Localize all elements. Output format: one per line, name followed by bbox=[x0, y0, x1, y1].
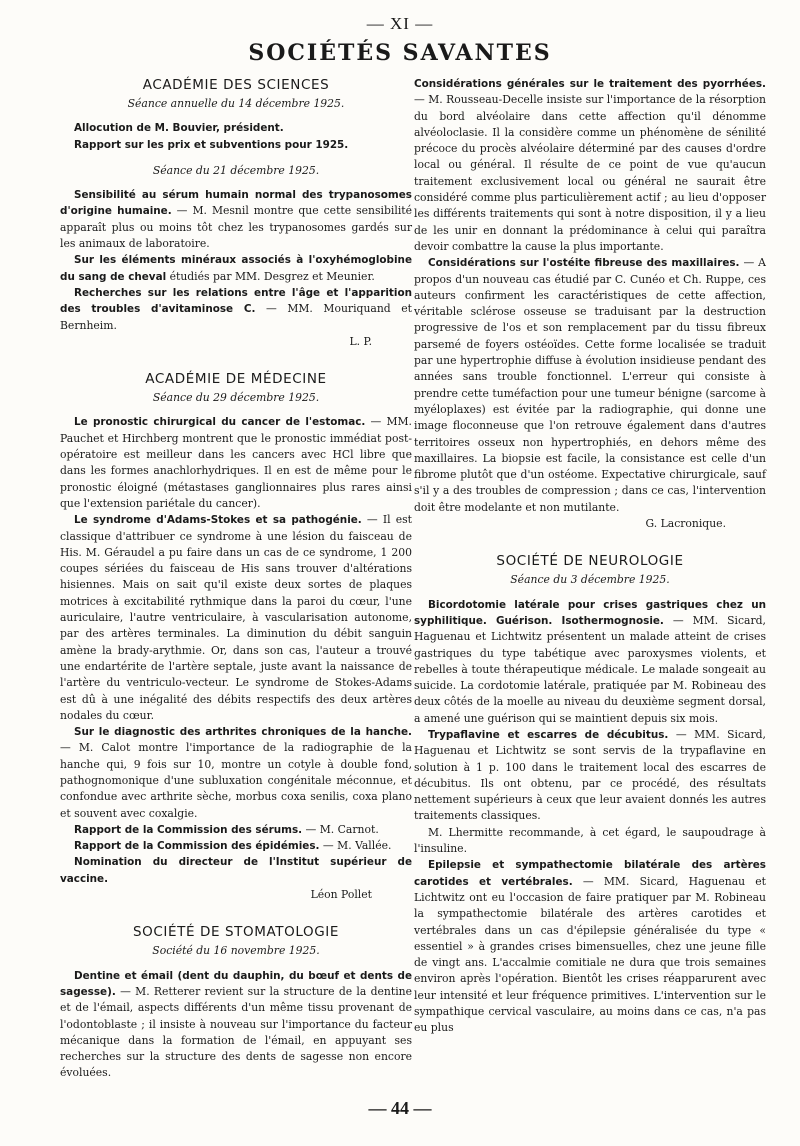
seance-date: Séance du 21 décembre 1925. bbox=[152, 163, 320, 177]
paragraph-title: Considérations générales sur le traitement des pyorrhées. bbox=[414, 78, 766, 90]
paragraph bbox=[60, 512, 412, 724]
paragraph-title: Le pronostic chirurgical du cancer de l'estomac. bbox=[74, 416, 366, 429]
paragraph bbox=[414, 597, 766, 727]
seance-date: Séance du 3 décembre 1925. bbox=[510, 573, 670, 587]
paragraph bbox=[60, 187, 412, 252]
paragraph bbox=[60, 968, 412, 1082]
seance-date: Séance annuelle du 14 décembre 1925. bbox=[127, 97, 345, 110]
section-heading-academie-sciences: ACADÉMIE DES SCIENCES bbox=[142, 77, 330, 93]
left-column bbox=[60, 76, 412, 1082]
paragraph bbox=[60, 724, 412, 822]
paragraph-text: — M. Mesnil montre que cette sensibilité apparaît plus ou moins tôt chez les trypanosomes gardés sur les animaux de laboratoire. bbox=[60, 204, 413, 251]
seance-date: Société du 16 novembre 1925. bbox=[152, 944, 320, 958]
seance-date: Séance du 29 décembre 1925. bbox=[152, 391, 320, 405]
paragraph-title: Sur le diagnostic des arthrites chroniques de la hanche. bbox=[74, 726, 412, 739]
paragraph-text: — MM. Sicard, Haguenau et Lichtwitz ont eu l'occasion de faire pratiquer par M. Robineau la sympathectomie bilatérale des artères carotides et vertébrales dans un cas d'épilepsie généralisée du type « essentiel » à grandes crises bimensuelles, chez une jeune fille de vingt ans. L'accalmie comitiale ne dura que trois semaines environ après l'opération. Bientôt les crises réapparurent avec leur intensité et leur fréquence primitives. L'intervention sur le sympathique cervical vasculaire, au moins dans ce cas, n'a pas eu plus bbox=[414, 874, 766, 1035]
paragraph bbox=[414, 76, 766, 255]
author-signature: G. Lacronique. bbox=[645, 517, 726, 531]
right-column bbox=[414, 76, 766, 1037]
paragraph-text: — M. Retterer revient sur la structure de la dentine et de l'émail, aspects différents d'un même tissu provenant de l'odontoblaste ; il insiste à nouveau sur l'importance du facteur mécanique dans la formation de l'émail, en appuyant ses recherches sur la structure des dents de sagesse non encore évoluées. bbox=[60, 984, 412, 1080]
paragraph bbox=[414, 727, 766, 825]
paragraph-title: Rapport de la Commission des sérums. bbox=[74, 823, 303, 836]
paragraph bbox=[414, 825, 766, 858]
paragraph-title: Nomination du directeur de l'Institut supérieur de vaccine. bbox=[60, 856, 412, 885]
page-title: SOCIÉTÉS SAVANTES bbox=[248, 40, 552, 66]
paragraph-title: Recherches sur les relations entre l'âge et l'apparition des troubles d'avitaminose C. bbox=[60, 286, 412, 316]
section-heading-stomatologie: SOCIÉTÉ DE STOMATOLOGIE bbox=[132, 924, 339, 941]
paragraph-text: — M. Calot montre l'importance de la radiographie de la hanche qui, 9 fois sur 10, montre un cotyle à double fond, pathognomonique d'une subluxation congénitale méconnue, et confondue avec arthrite sèche, morbus coxa senilis, coxa plano et souvent avec coxalgie. bbox=[60, 741, 412, 820]
paragraph-text: — MM. Sicard, Haguenau et Lichtwitz présentent un malade atteint de crises gastriques du type tabétique avec paroxysmes violents, et rebelles à toute thérapeutique médicale. Le malade songeait au suicide. La cordotomie latérale, pratiquée par M. Robineau des deux côtés de la moelle au niveau du deuxième segment dorsal, a amené une guérison qui se maintient depuis six mois. bbox=[414, 613, 766, 725]
paragraph-title: Dentine et émail (dent du dauphin, du bœuf et dents de sagesse). bbox=[60, 969, 412, 998]
paragraph-title: Sur les éléments minéraux associés à l'oxyhémoglobine du sang de cheval bbox=[60, 254, 412, 283]
paragraph-title: Sensibilité au sérum humain normal des trypanosomes d'origine humaine. bbox=[60, 189, 412, 218]
paragraph-text: — Il est classique d'attribuer ce syndrome à une lésion du faisceau de His. M. Géraudel a pu faire dans un cas de ce syndrome, 1 200 coupes sériées du faisceau de His sans trouver d'altérations hisiennes. Mais on sait qu'il existe deux sortes de plaques motrices à excitabilité rythmique dans la paroi du cœur, l'une auriculaire, l'autre ventriculaire, à vascularisation autonome, par des artères terminales. La diminution du débit sanguin amène la brady-arythmie. Or, dans son cas, l'auteur a trouvé une endartérite de l'artère septale, juste avant la naissance de l'artère du ventriculo-vecteur. Le syndrome de Stokes-Adams est dû à une inégalité des débits respectifs des deux artères nodales du cœur. bbox=[60, 513, 412, 722]
paragraph bbox=[60, 120, 412, 136]
paragraph-text: — A propos d'un nouveau cas étudié par C. Cunéo et Ch. Ruppe, ces auteurs confirment les caractéristiques de cette affection, véritable sclérose osseuse se traduisant par la destruction progressive de l'os et son remplacement par du tissu fibreux parsemé de foyers ostéoïdes. Cette forme localisée se traduit par une hypertrophie diffuse à évolution insidieuse pendant des années sans trouble fonctionnel. L'erreur qui consiste à prendre cette tuméfaction pour une tumeur bénigne (sarcome à myéloplaxes) est évitée par la radiographie, qui donne une image floconneuse que l'on retrouve également dans d'autres territoires osseux non hypertrophiés, en dehors même des maxillaires. La biopsie est facile, la consistance est celle d'un fibrome plutôt que d'un ostéome. Expectative chirurgicale, sauf s'il y a des troubles de compression ; dans ce cas, l'intervention doit être modelante et non mutilante. bbox=[414, 256, 766, 514]
paragraph-title: Rapport sur les prix et subventions pour 1925. bbox=[74, 138, 349, 151]
page-number: — 44 — bbox=[368, 1098, 432, 1118]
section-heading-neurologie: SOCIÉTÉ DE NEUROLOGIE bbox=[496, 553, 684, 570]
paragraph-text: — M. Rousseau-Decelle insiste sur l'importance de la résorption du bord alvéolaire dans cette affection qu'il dénomme alvéoloclasie. Il la considère comme un phénomène de sénilité précoce du procès alvéolaire déterminé par des causes d'ordre local ou général. Il résulte de ce point de vue qu'aucun traitement exclusivement local ou général ne saurait être considéré comme plus particulièrement actif ; au lieu d'opposer les différents traitements qui sont à notre disposition, il y a lieu de les unir en donnant la prédominance à celui qui paraîtra devoir combattre la cause la plus importante. bbox=[414, 93, 766, 253]
paragraph bbox=[414, 857, 766, 1036]
paragraph bbox=[60, 838, 412, 854]
section-heading-academie-medecine: ACADÉMIE DE MÉDECINE bbox=[145, 371, 327, 388]
paragraph-text: M. Lhermitte recommande, à cet égard, le saupoudrage à l'insuline. bbox=[414, 825, 766, 856]
paragraph-text: — M. Vallée. bbox=[319, 839, 392, 853]
paragraph-title: Allocution de M. Bouvier, président. bbox=[74, 122, 284, 135]
paragraph bbox=[60, 822, 412, 838]
paragraph bbox=[60, 252, 412, 285]
paragraph bbox=[60, 285, 412, 334]
paragraph bbox=[60, 854, 412, 887]
paragraph-text: — M. Carnot. bbox=[302, 822, 379, 836]
paragraph bbox=[60, 137, 412, 153]
paragraph-title: Le syndrome d'Adams-Stokes et sa pathogénie. bbox=[74, 514, 362, 527]
paragraph-text: — MM. Pauchet et Hirchberg montrent que le pronostic immédiat post-opératoire est meilleur dans les cancers avec HCl libre que dans les formes anachlorhydriques. Il en est de même pour le pronostic éloigné (métastases ganglionnaires plus rares ainsi que l'extension pariétale du cancer). bbox=[60, 415, 412, 510]
paragraph-title: Rapport de la Commission des épidémies. bbox=[74, 840, 320, 853]
paragraph-text: — MM. Mouriquand et Bernheim. bbox=[60, 302, 412, 332]
page-header-roman-numeral: — XI — bbox=[366, 14, 434, 33]
paragraph-text: — MM. Sicard, Haguenau et Lichtwitz se sont servis de la trypaflavine en solution à 1 p. 100 dans le traitement local des escarres de décubitus. Ils ont obtenu, par ce procédé, des résultats nettement supérieurs à ceux que leur avaient donnés les autres traitements classiques. bbox=[414, 727, 766, 823]
paragraph-text: étudiés par MM. Desgrez et Meunier. bbox=[166, 269, 375, 283]
paragraph-title: Epilepsie et sympathectomie bilatérale des artères carotides et vertébrales. bbox=[414, 859, 766, 888]
paragraph-title: Considérations sur l'ostéite fibreuse des maxillaires. bbox=[428, 257, 740, 270]
author-signature: Léon Pollet bbox=[310, 888, 372, 902]
paragraph-title: Bicordotomie latérale pour crises gastriques chez un syphilitique. Guérison. Isothermognosie. bbox=[414, 598, 766, 627]
paragraph bbox=[414, 255, 766, 516]
author-signature: L. P. bbox=[349, 334, 372, 348]
paragraph-title: Trypaflavine et escarres de décubitus. bbox=[428, 728, 669, 741]
paragraph bbox=[60, 414, 412, 512]
